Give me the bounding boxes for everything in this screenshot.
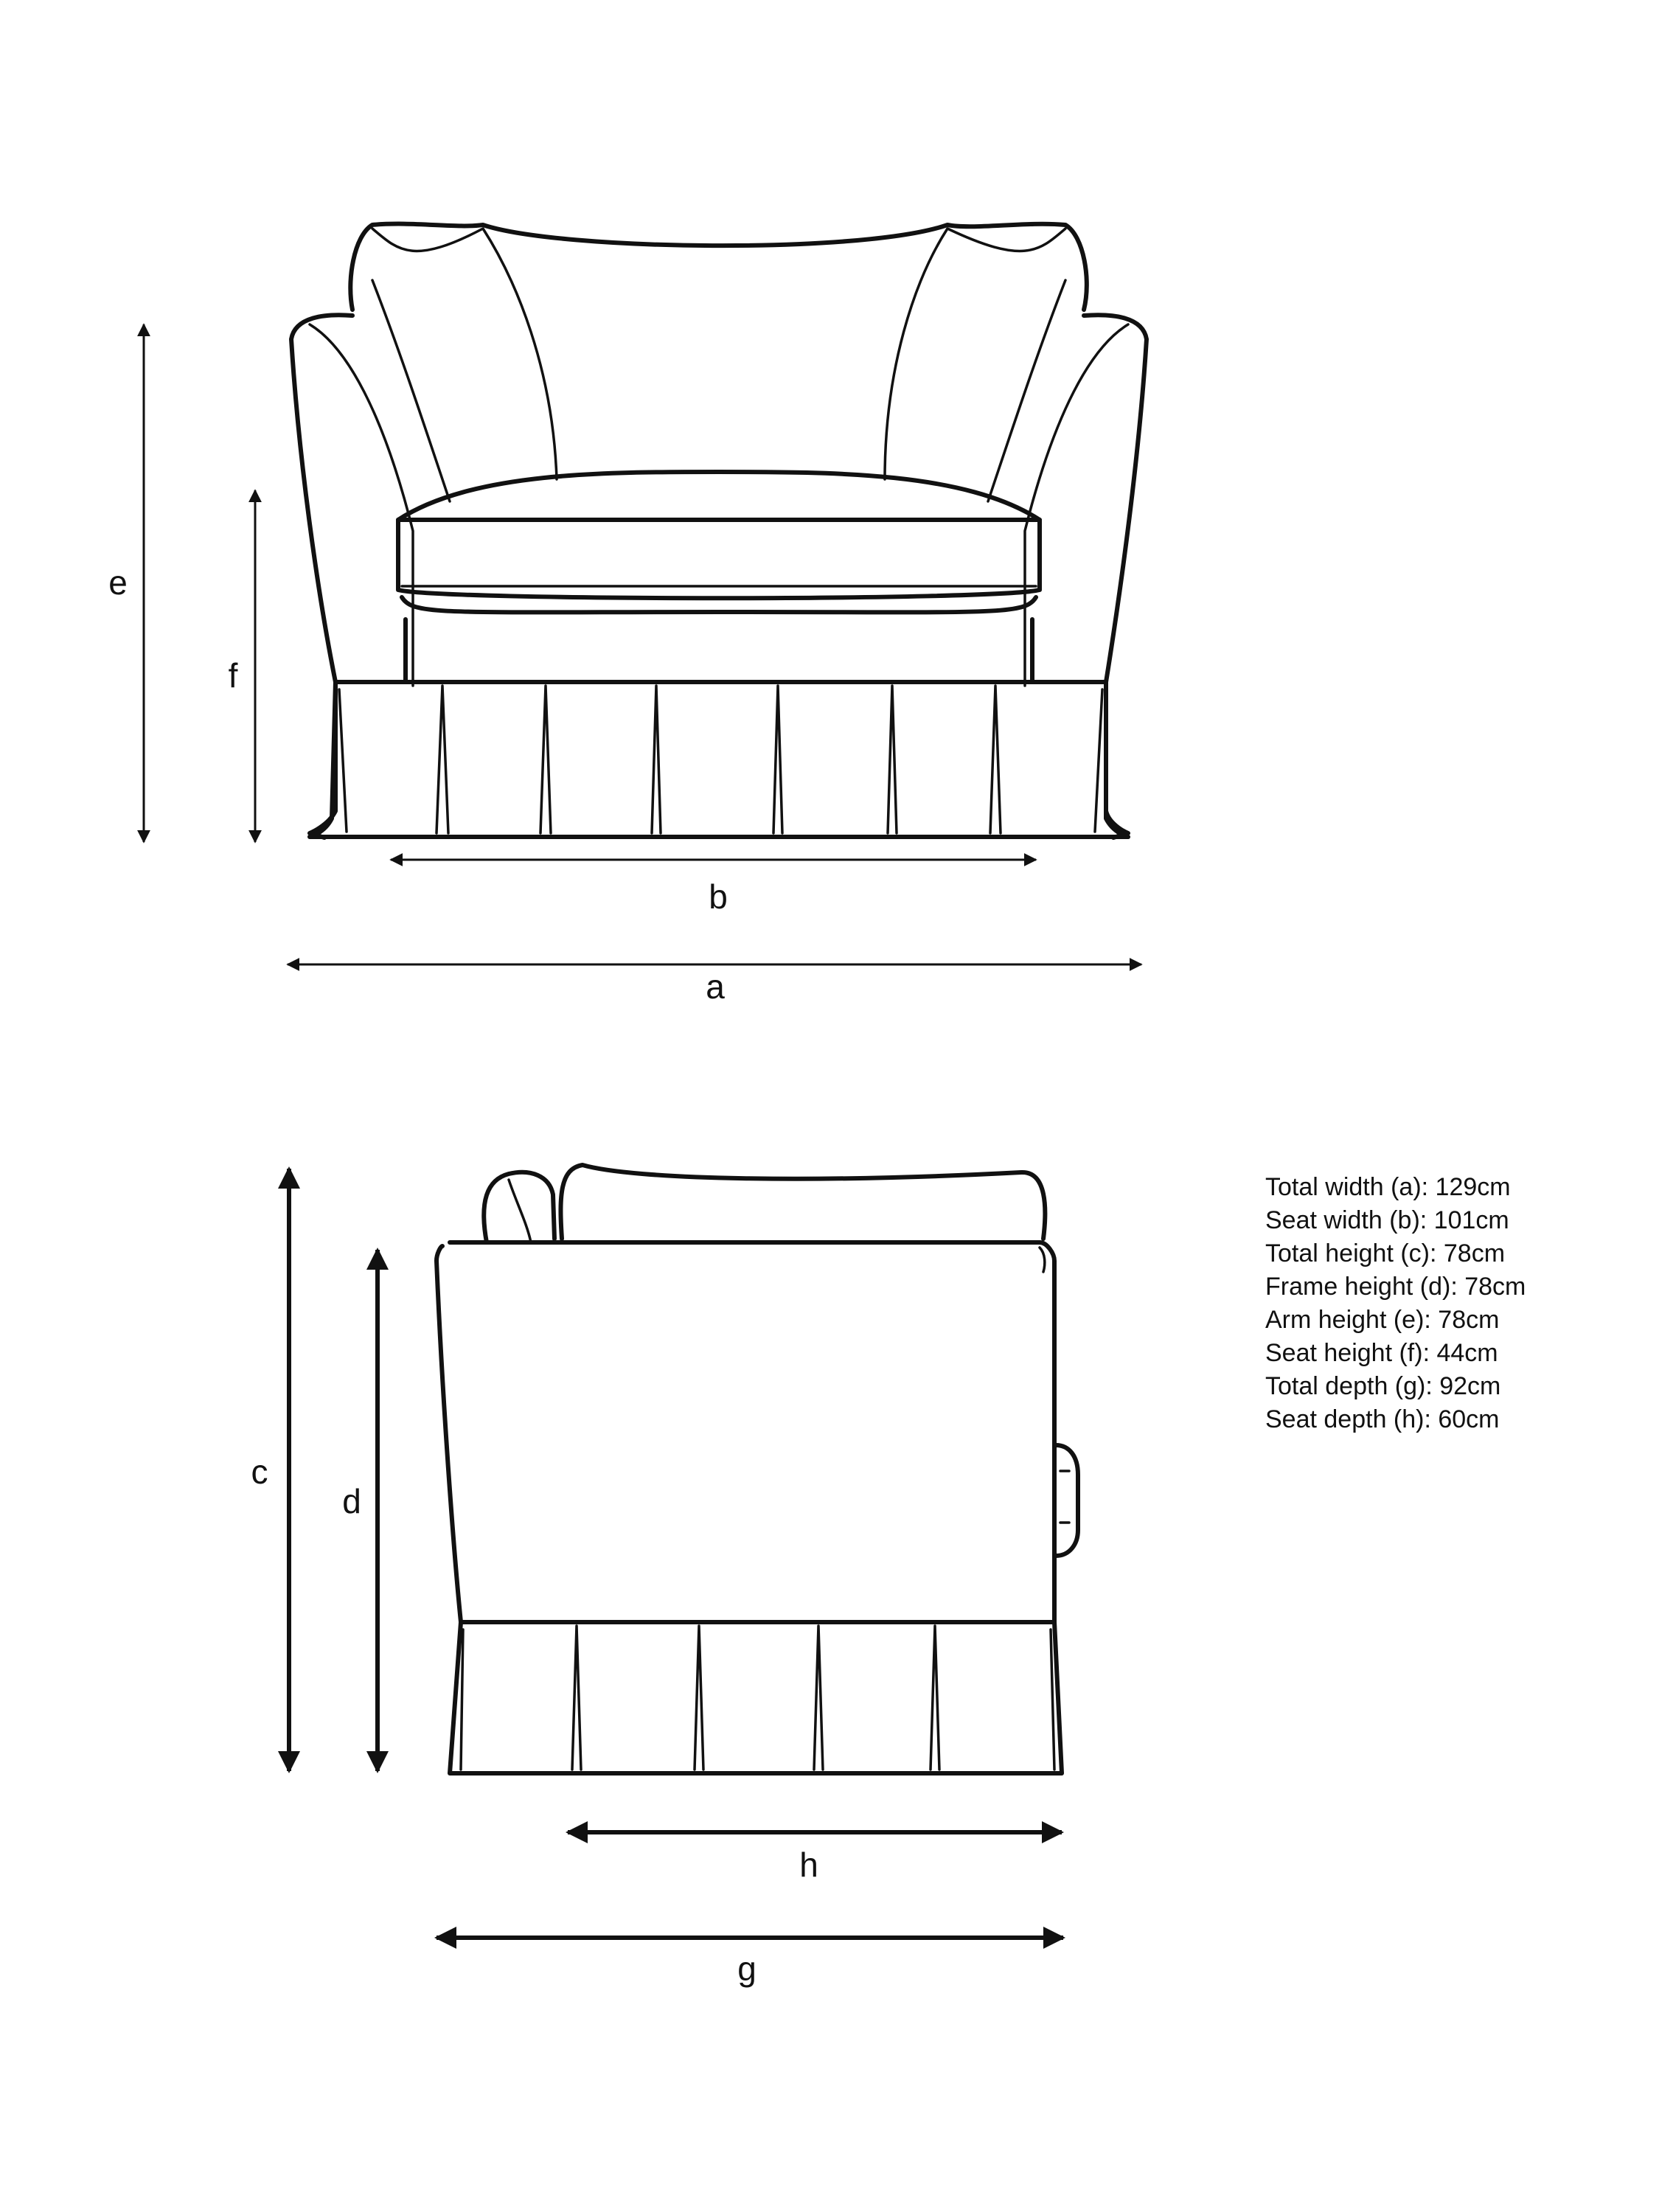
- side-body: [437, 1242, 1054, 1622]
- side-arm-top-roll: [1040, 1248, 1045, 1272]
- front-skirt: [310, 682, 1128, 837]
- spec-total-depth: Total depth (g): 92cm: [1265, 1372, 1501, 1400]
- dim-h-label: h: [799, 1846, 818, 1884]
- dim-f-label: f: [228, 656, 238, 695]
- dim-g-label: g: [737, 1950, 757, 1988]
- front-skirt-pleats: [339, 686, 1102, 833]
- spec-seat-width: Seat width (b): 101cm: [1265, 1206, 1509, 1234]
- front-right-back-pleat: [988, 280, 1065, 501]
- side-skirt: [450, 1622, 1062, 1773]
- side-view-armchair: [437, 1165, 1078, 1773]
- front-right-arm: [1084, 315, 1147, 838]
- front-dimensions: [108, 324, 1141, 1006]
- spec-arm-height: Arm height (e): 78cm: [1265, 1306, 1500, 1334]
- dim-b-label: b: [709, 877, 728, 916]
- dim-a-label: a: [706, 967, 725, 1006]
- side-dimensions: [251, 1169, 1064, 1988]
- spec-total-height: Total height (c): 78cm: [1265, 1239, 1506, 1267]
- dim-c-label: c: [251, 1453, 268, 1491]
- side-skirt-pleats: [461, 1626, 1054, 1770]
- spec-seat-depth: Seat depth (h): 60cm: [1265, 1405, 1500, 1433]
- spec-frame-height: Frame height (d): 78cm: [1265, 1273, 1526, 1301]
- dim-d-label: d: [342, 1482, 361, 1520]
- front-seat-cushion-top: [398, 472, 1040, 520]
- side-back-cushion-rear-seam: [509, 1180, 531, 1242]
- dimension-spec-list: [1265, 1171, 1526, 1436]
- spec-seat-height: Seat height (f): 44cm: [1265, 1339, 1498, 1367]
- dim-e-label: e: [108, 563, 128, 602]
- front-view-armchair: [291, 224, 1147, 838]
- spec-total-width: Total width (a): 129cm: [1265, 1173, 1511, 1201]
- side-seat-cushion-front: [1056, 1445, 1078, 1556]
- side-seat-cushion-piping: [1060, 1471, 1069, 1523]
- front-base-frame: [406, 619, 1032, 682]
- front-left-back-pleat: [372, 280, 450, 501]
- front-back-cushion-outline: [350, 224, 1087, 310]
- side-back-cushion-top: [560, 1165, 1045, 1239]
